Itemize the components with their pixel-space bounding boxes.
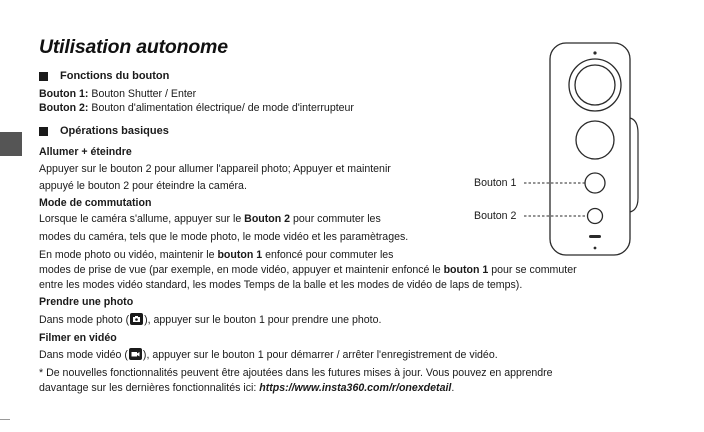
photo-line-a: Dans mode photo ( [39, 314, 130, 326]
callout-button-2: Bouton 2 [474, 210, 517, 222]
switch-line-4-c: pour se commuter [488, 264, 577, 276]
callout-button-1: Bouton 1 [474, 177, 517, 189]
power-heading: Allumer + éteindre [39, 146, 132, 158]
switch-line-3-a: En mode photo ou vidéo, maintenir le [39, 249, 218, 261]
camera-diagram [520, 38, 650, 260]
switch-line-2: modes du caméra, tels que le mode photo, le mode vidéo et les paramètrages. [39, 231, 409, 243]
photo-heading: Prendre une photo [39, 296, 134, 308]
video-line-a: Dans mode vidéo ( [39, 349, 128, 361]
page-title: Utilisation autonome [39, 36, 228, 58]
switch-line-4 [39, 263, 577, 277]
button-2-shape [588, 209, 603, 224]
mic-dot [593, 51, 596, 54]
photo-line-b: ), appuyer sur le bouton 1 pour prendre une photo. [144, 314, 382, 326]
switch-line-4-a: modes de prise de vue (par exemple, en mode vidéo, appuyer et maintenir enfoncé le [39, 264, 444, 276]
switch-heading: Mode de commutation [39, 197, 152, 209]
note-line-2 [39, 381, 454, 395]
button-1-shape [585, 173, 605, 193]
button2-label: Bouton 2: [39, 102, 89, 114]
power-line-2: appuyé le bouton 2 pour éteindre la caméra. [39, 180, 247, 192]
section-heading-label: Opérations basiques [60, 125, 169, 137]
switch-line-1-bold: Bouton 2 [244, 213, 291, 225]
video-heading: Filmer en vidéo [39, 332, 117, 344]
button1-label: Bouton 1: [39, 88, 89, 100]
button2-description [39, 101, 354, 115]
chapter-tab [0, 132, 22, 156]
power-line-1: Appuyer sur le bouton 2 pour allumer l'appareil photo; Appuyer et maintenir [39, 163, 391, 175]
switch-line-1-c: pour commuter les [290, 213, 381, 225]
camera-side-edge [630, 118, 638, 212]
section-heading-basic-operations [39, 125, 169, 137]
button1-description [39, 87, 196, 101]
bottom-mic-dot [594, 247, 597, 250]
page-edge-mark [0, 419, 10, 420]
section-heading-button-functions [39, 70, 169, 82]
video-line-b: ), appuyer sur le bouton 1 pour démarrer / arrêter l'enregistrement de vidéo. [142, 349, 498, 361]
square-bullet-icon [39, 72, 48, 81]
camera-icon [130, 313, 143, 325]
section-heading-label: Fonctions du bouton [60, 70, 170, 82]
note-line-2-b: . [451, 382, 455, 394]
note-line-1: * De nouvelles fonctionnalités peuvent être ajoutées dans les futures mises à jour. Vous pouvez en apprendre [39, 367, 553, 379]
screen-circle [576, 121, 614, 159]
onex-detail-link[interactable]: https://www.insta360.com/r/onexdetail [259, 382, 452, 394]
button2-text: Bouton d'alimentation électrique/ de mode d'interrupteur [88, 102, 354, 114]
photo-line [39, 313, 381, 327]
switch-line-1-a: Lorsque le caméra s'allume, appuyer sur le [39, 213, 245, 225]
switch-line-3 [39, 248, 393, 262]
video-camera-icon [129, 348, 142, 360]
switch-line-5: entre les modes vidéo standard, les modes Temps de la balle et les modes de vidéo de laps de temps). [39, 279, 523, 291]
switch-line-4-bold: bouton 1 [443, 264, 489, 276]
lens-inner-ring [575, 65, 615, 105]
status-led [589, 235, 601, 238]
switch-line-3-bold: bouton 1 [217, 249, 263, 261]
square-bullet-icon [39, 127, 48, 136]
button1-text: Bouton Shutter / Enter [88, 88, 197, 100]
switch-line-3-c: enfoncé pour commuter les [262, 249, 394, 261]
video-line [39, 348, 498, 362]
note-line-2-a: davantage sur les dernières fonctionnalités ici: [39, 382, 260, 394]
switch-line-1 [39, 212, 381, 226]
